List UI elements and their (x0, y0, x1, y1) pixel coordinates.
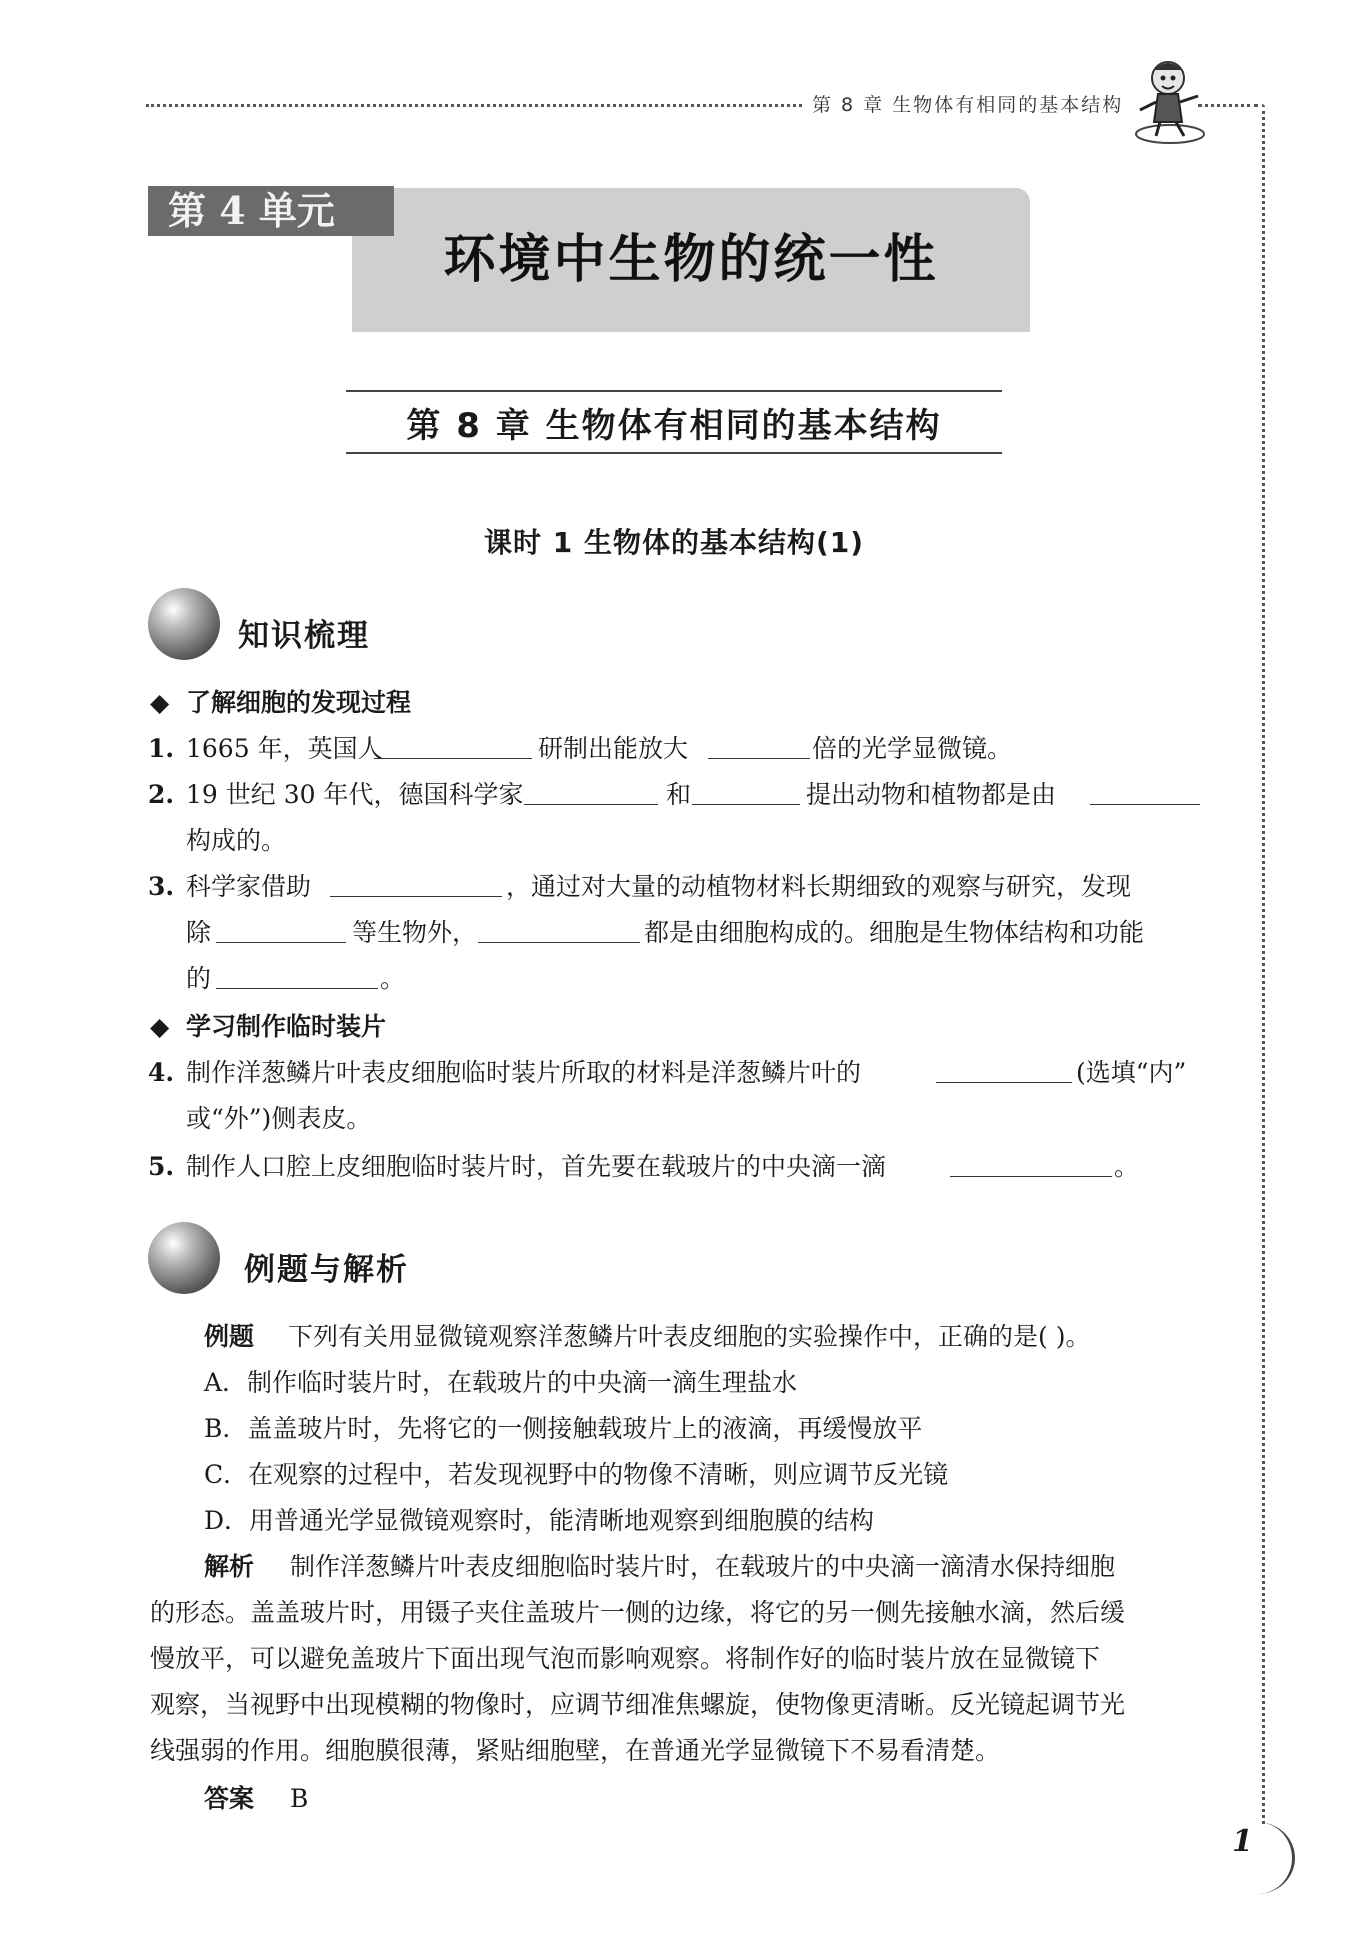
diamond-icon: ◆ (150, 688, 170, 717)
answer-blank[interactable] (936, 1056, 1072, 1083)
answer-blank[interactable] (708, 732, 810, 759)
globe-icon (148, 1222, 220, 1294)
diamond-icon: ◆ (150, 1012, 170, 1041)
answer-blank[interactable] (330, 870, 502, 897)
answer-blank[interactable] (1090, 778, 1200, 805)
unit-label: 第 4 单元 (168, 188, 335, 233)
answer-blank[interactable] (950, 1150, 1112, 1177)
answer-blank[interactable] (692, 778, 800, 805)
answer-blank[interactable] (478, 916, 640, 943)
running-header: 第 8 章 生物体有相同的基本结构 (812, 94, 1124, 116)
mascot-icon (1132, 56, 1208, 146)
unit-title: 环境中生物的统一性 (443, 230, 939, 290)
section-title-knowledge: 知识梳理 (238, 618, 370, 654)
header-dotted-rule (146, 104, 802, 107)
chapter-rule-bottom (346, 452, 1002, 454)
answer-blank[interactable] (374, 732, 532, 759)
lesson-title: 课时 1 生物体的基本结构(1) (483, 526, 865, 559)
section-title-examples: 例题与解析 (244, 1252, 409, 1288)
answer-blank[interactable] (216, 916, 346, 943)
globe-icon (148, 588, 220, 660)
answer-blank[interactable] (216, 962, 378, 989)
answer-blank[interactable] (524, 778, 658, 805)
margin-dotted-border (1262, 104, 1265, 1824)
chapter-rule-top (346, 390, 1002, 392)
page-number: 1 (1232, 1824, 1253, 1859)
chapter-title: 第 8 章 生物体有相同的基本结构 (406, 406, 942, 446)
